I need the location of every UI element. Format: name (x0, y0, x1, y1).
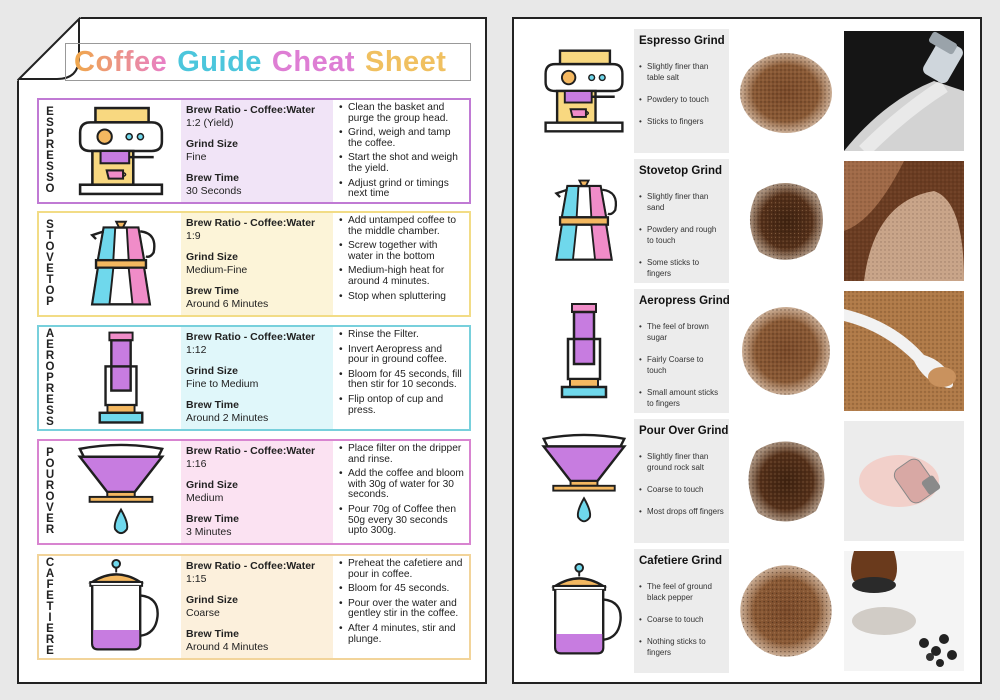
grind-note: • Powdery to touch (639, 94, 725, 105)
brew-ratio-value: 1:16 (186, 458, 207, 470)
method-name-letter: E (46, 513, 54, 525)
method-name-letter: O (45, 183, 55, 195)
method-name-letter: E (46, 106, 54, 118)
grind-size-label: Grind Size (186, 251, 238, 263)
method-name-letter: A (45, 567, 55, 580)
rock-salt-photo (844, 421, 964, 541)
method-name-letter: T (46, 274, 54, 286)
title-word-guide: Guide (177, 45, 262, 78)
brew-info (181, 100, 333, 202)
brew-steps (333, 441, 469, 543)
brew-step: • Rinse the Filter. (339, 330, 465, 341)
method-name-letter: R (45, 139, 55, 151)
method-name-letter: U (45, 469, 55, 481)
aeropress-icon (92, 329, 150, 427)
method-card-pourover (37, 439, 471, 545)
method-name-letter: P (46, 128, 54, 140)
brew-info (181, 213, 333, 315)
brew-time-label: Brew Time (186, 513, 239, 525)
brew-time-label: Brew Time (186, 628, 239, 640)
method-name-letter: P (46, 371, 54, 384)
method-name-letter: R (45, 349, 55, 362)
method-name-letter: T (46, 600, 54, 613)
brown-sugar-photo (844, 291, 964, 411)
brew-step: • Screw together with water in the bottom (339, 241, 465, 262)
brew-time-value: 30 Seconds (186, 185, 242, 197)
brew-time-value: Around 2 Minutes (186, 412, 269, 424)
moka-pot-icon (73, 216, 169, 312)
method-name-letter: S (46, 161, 54, 173)
sand-photo (844, 161, 964, 281)
method-name-letter: E (46, 644, 54, 657)
cheat-sheet-page (17, 17, 487, 684)
grind-note: • The feel of ground black pepper (639, 581, 725, 603)
method-name-letter: O (45, 241, 55, 253)
medium-coffee-grounds-image (734, 431, 838, 531)
brew-ratio-label: Brew Ratio - Coffee:Water (186, 217, 316, 229)
grind-note: • Small amount sticks to fingers (639, 387, 725, 409)
method-name-letter: A (45, 327, 55, 340)
brew-ratio-value: 1:2 (Yield) (186, 117, 234, 129)
brew-time-label: Brew Time (186, 172, 239, 184)
brew-ratio-label: Brew Ratio - Coffee:Water (186, 331, 316, 343)
method-card-aeropress (37, 325, 471, 431)
grind-note: • Some sticks to fingers (639, 257, 725, 279)
grind-note: • Coarse to touch (639, 614, 725, 625)
method-name-letter: V (46, 502, 54, 514)
title-word-cheat: Cheat (271, 45, 355, 78)
method-name-letter: R (45, 480, 55, 492)
brew-ratio-label: Brew Ratio - Coffee:Water (186, 560, 316, 572)
grind-title: Espresso Grind (639, 35, 725, 47)
grind-size-value: Medium-Fine (186, 264, 248, 276)
grind-size-value: Coarse (186, 607, 220, 619)
grind-panel (634, 419, 729, 543)
method-card-stovetop (37, 211, 471, 317)
grind-panel (634, 29, 729, 153)
page-title (65, 43, 471, 81)
moka-pot-icon (538, 171, 630, 271)
grind-title: Stovetop Grind (639, 165, 723, 177)
grind-row-espresso (526, 29, 974, 153)
method-name-letter: R (45, 382, 55, 395)
grind-note: • Fairly Coarse to touch (639, 354, 725, 376)
grind-title: Pour Over Grind (639, 425, 729, 437)
method-name-letter: S (46, 219, 54, 231)
grind-size-label: Grind Size (186, 365, 238, 377)
french-press-icon (73, 559, 169, 655)
grind-note: • Slightly finer than ground rock salt (639, 451, 725, 473)
grind-row-pourover (526, 419, 974, 543)
brew-step: • Medium-high heat for around 4 minutes. (339, 266, 465, 287)
brew-steps (333, 556, 469, 658)
brew-step: • Grind, weigh and tamp the coffee. (339, 128, 465, 149)
grind-note: • The feel of brown sugar (639, 321, 725, 343)
method-name-letter: R (45, 524, 55, 536)
brew-step: • Pour over the water and gentley stir in the coffee. (339, 599, 465, 620)
method-name (39, 213, 61, 315)
brew-time-label: Brew Time (186, 399, 239, 411)
brew-step: • Flip ontop of cup and press. (339, 395, 465, 416)
grind-size-value: Medium (186, 492, 224, 504)
fine-coffee-grounds-image (732, 41, 840, 141)
brew-step: • Pour 70g of Coffee then 50g every 30 seconds upto 300g. (339, 505, 465, 537)
method-name-letter: R (45, 633, 55, 646)
brew-step: • After 4 minutes, stir and plunge. (339, 624, 465, 645)
grind-note: • Powdery and rough to touch (639, 224, 725, 246)
method-card-cafetiere (37, 554, 471, 660)
method-card-espresso (37, 98, 471, 204)
grind-title: Aeropress Grind (639, 295, 730, 307)
method-name-letter: F (46, 578, 54, 591)
method-name-letter: T (46, 230, 54, 242)
grind-size-label: Grind Size (186, 594, 238, 606)
grind-note: • Most drops off fingers (639, 506, 725, 517)
table-salt-photo (844, 31, 964, 151)
brew-ratio-value: 1:15 (186, 573, 207, 585)
brew-time-value: Around 6 Minutes (186, 298, 269, 310)
method-name-letter: E (46, 150, 54, 162)
method-name-letter: S (46, 117, 54, 129)
medium-fine-coffee-grounds-image (738, 167, 834, 275)
grind-row-aeropress (526, 289, 974, 413)
pour-over-dripper-icon (536, 433, 632, 529)
grind-panel (634, 549, 729, 673)
brew-step: • Stop when spluttering (339, 292, 465, 303)
method-name-letter: S (46, 172, 54, 184)
brew-steps (333, 327, 469, 429)
method-name-letter: P (46, 296, 54, 308)
brew-step: • Bloom for 45 seconds. (339, 584, 465, 595)
espresso-machine-icon (69, 105, 173, 197)
brew-step: • Place filter on the dripper and rinse. (339, 444, 465, 465)
method-name (39, 556, 61, 658)
method-name-letter: O (45, 491, 55, 503)
grind-panel (634, 159, 729, 283)
brew-step: • Invert Aeropress and pour in ground coffee. (339, 345, 465, 366)
grind-size-value: Fine to Medium (186, 378, 259, 390)
grind-guide-page (512, 17, 982, 684)
grind-size-label: Grind Size (186, 138, 238, 150)
method-name-letter: O (45, 458, 55, 470)
brew-ratio-value: 1:12 (186, 344, 207, 356)
method-name-letter: E (46, 589, 54, 602)
brew-info (181, 441, 333, 543)
brew-steps (333, 213, 469, 315)
grind-note: • Slightly finer than table salt (639, 61, 725, 83)
method-name-letter: S (46, 404, 54, 417)
method-name (39, 100, 61, 202)
brew-step: • Start the shot and weigh the yield. (339, 153, 465, 174)
method-name-letter: I (48, 611, 52, 624)
method-name-letter: O (45, 285, 55, 297)
brew-step: • Adjust grind or timings next time (339, 179, 465, 200)
title-word-coffee: Coffee (74, 45, 168, 78)
grind-note: • Sticks to fingers (639, 116, 725, 127)
brew-step: • Preheat the cafetiere and pour in coffee. (339, 559, 465, 580)
method-name-letter: O (45, 360, 55, 373)
brew-step: • Add the coffee and bloom with 30g of water for 30 seconds. (339, 469, 465, 501)
method-name-letter: E (46, 263, 54, 275)
grind-panel (634, 289, 729, 413)
brew-ratio-label: Brew Ratio - Coffee:Water (186, 104, 316, 116)
brew-ratio-value: 1:9 (186, 230, 201, 242)
black-pepper-photo (844, 551, 964, 671)
grind-size-value: Fine (186, 151, 207, 163)
title-word-sheet: Sheet (364, 45, 447, 78)
fine-medium-coffee-grounds-image (736, 301, 836, 401)
brew-info (181, 556, 333, 658)
method-name-letter: E (46, 393, 54, 406)
grind-title: Cafetiere Grind (639, 555, 723, 567)
grind-row-cafetiere (526, 549, 974, 673)
french-press-icon (536, 561, 632, 661)
pour-over-dripper-icon (72, 443, 170, 541)
aeropress-icon (554, 301, 614, 401)
method-name-letter: C (45, 556, 55, 569)
method-name-letter: P (46, 447, 54, 459)
espresso-machine-icon (536, 47, 632, 135)
grind-note: • Slightly finer than sand (639, 191, 725, 213)
method-name (39, 441, 61, 543)
brew-step: • Add untamped coffee to the middle chamber. (339, 216, 465, 237)
grind-size-label: Grind Size (186, 479, 238, 491)
method-name-letter: V (46, 252, 54, 264)
brew-step: • Clean the basket and purge the group head. (339, 103, 465, 124)
brew-step: • Bloom for 45 seconds, fill then stir for 10 seconds. (339, 370, 465, 391)
grind-note: • Coarse to touch (639, 484, 725, 495)
grind-row-stovetop (526, 159, 974, 283)
brew-time-value: Around 4 Minutes (186, 641, 269, 653)
coarse-coffee-grounds-image (734, 559, 838, 663)
grind-note: • Nothing sticks to fingers (639, 636, 725, 658)
method-name-letter: E (46, 338, 54, 351)
method-name-letter: S (46, 415, 54, 428)
brew-info (181, 327, 333, 429)
brew-time-value: 3 Minutes (186, 526, 232, 538)
brew-steps (333, 100, 469, 202)
method-name-letter: E (46, 622, 54, 635)
method-name (39, 327, 61, 429)
brew-time-label: Brew Time (186, 285, 239, 297)
brew-ratio-label: Brew Ratio - Coffee:Water (186, 445, 316, 457)
